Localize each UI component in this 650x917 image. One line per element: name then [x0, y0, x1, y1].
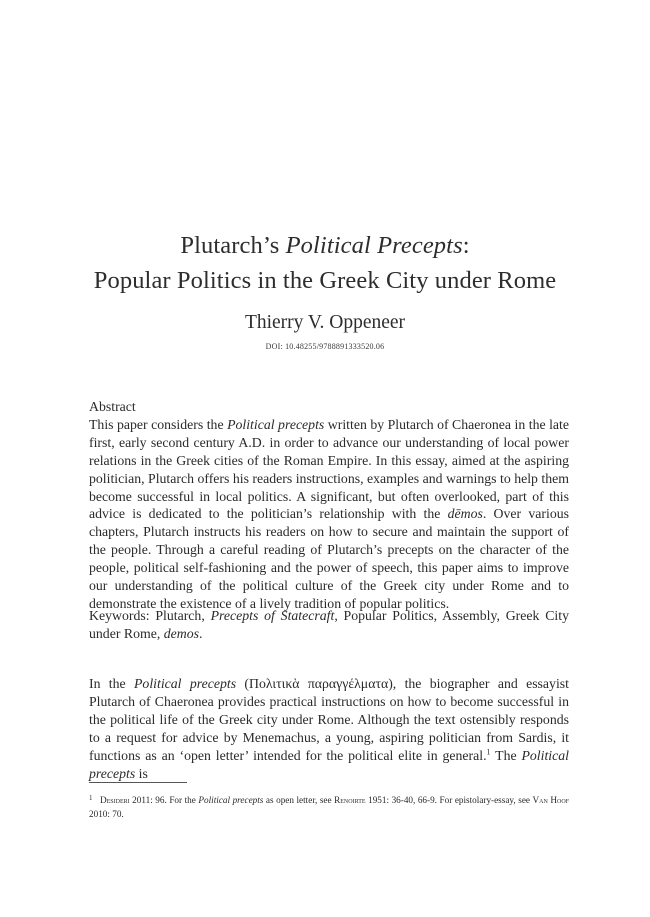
- intro-paragraph: [89, 675, 569, 782]
- footnote-part: as open letter, see: [263, 795, 335, 805]
- keywords-part: Keywords: Plutarch,: [89, 608, 211, 623]
- intro-text: [89, 675, 569, 782]
- footnote-italic: Political precepts: [198, 795, 264, 805]
- intro-part: is: [135, 765, 148, 781]
- abstract: [89, 398, 569, 613]
- footnote-number: 1: [89, 794, 93, 802]
- title-block: [0, 228, 650, 298]
- footnote: [89, 792, 569, 821]
- paper-title-line-1: [0, 228, 650, 263]
- intro-part: In the: [89, 676, 134, 691]
- keywords-text: [89, 607, 569, 643]
- abstract-text-part: . Over various chapters, Plutarch instructs his readers on how to secure and maintain the support of the people. Through a careful reading of Plutarch’s precepts on the character of the people, political self-fashioning and the power of speech, this paper aims to improve our understanding of the political culture of the Greek city under Rome and to demonstrate the existence of a lively tradition of popular politics.: [89, 506, 569, 611]
- author-name: Thierry V. Oppeneer: [244, 312, 406, 333]
- abstract-italic: dēmos: [447, 506, 483, 522]
- keywords-part: .: [198, 625, 203, 641]
- footnote-citation-author: Renoirte: [334, 795, 366, 805]
- intro-italic: Political precepts: [89, 747, 569, 781]
- abstract-heading: Abstract: [89, 399, 136, 414]
- doi: DOI: 10.48255/9788891333520.06: [265, 342, 385, 351]
- footnote-part: 2010: 70.: [89, 808, 124, 819]
- footnote-divider: [89, 782, 187, 783]
- title-text: Plutarch’s: [180, 232, 286, 259]
- intro-part: The: [490, 747, 522, 763]
- intro-italic: Political precepts: [134, 676, 237, 691]
- paper-title-line-2: Popular Politics in the Greek City under Rome: [93, 267, 557, 294]
- abstract-text-part: This paper considers the: [89, 416, 228, 432]
- abstract-italic: Political precepts: [227, 416, 325, 432]
- intro-part: (Πολιτικὰ παραγγέλματα), the biographer and essayist Plutarch of Chaeronea provides practical instructions on how to become successful in the political life of the Greek city under Rome. Although the text ostensibly responds to a request for advice by Menemachus, a young, aspiring politician from Sardis, it functions as an ‘open letter’ intended for the political elite in general.: [89, 676, 569, 763]
- abstract-text-part: written by Plutarch of Chaeronea in the late first, early second century A.D. in order to advance our understanding of local power relations in the Greek cities of the Roman Empire. In this essay, aimed at the aspiring politician, Plutarch offers his readers instructions, examples and warnings to help them become successful in local politics. A significant, but often overlooked, part of this advice is dedicated to the politician’s relationship with the: [89, 416, 569, 522]
- keywords-italic: Precepts of Statecraft: [210, 608, 335, 623]
- title-italic: Political Precepts: [285, 232, 463, 259]
- footnote-citation-author: Van Hoof: [532, 795, 569, 805]
- title-colon: :: [462, 232, 470, 259]
- footnote-citation-author: Desideri: [100, 795, 130, 805]
- keywords-part: , Popular Politics, Assembly, Greek City under Rome,: [89, 608, 569, 641]
- abstract-text: [89, 416, 569, 613]
- footnote-part: 1951: 36-40, 66-9. For epistolary-essay, see: [365, 795, 533, 805]
- keywords-italic: demos: [163, 625, 199, 641]
- keywords: [89, 607, 569, 643]
- footnote-part: 2011: 96. For the: [129, 795, 199, 805]
- footnote-reference[interactable]: 1: [486, 747, 491, 757]
